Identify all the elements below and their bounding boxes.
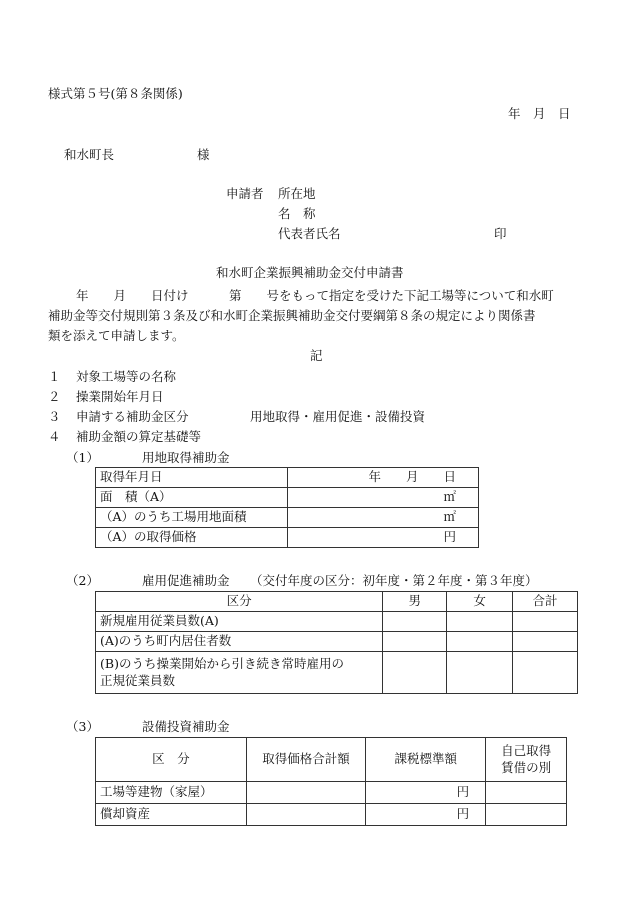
sec2-title: 雇用促進補助金: [142, 573, 230, 588]
header-male: 男: [383, 592, 447, 612]
cell-total: [513, 612, 578, 632]
row-label-line1: (B)のうち操業開始から引き続き常時雇用の: [100, 655, 344, 671]
cell-female: [447, 632, 513, 652]
item-1-num: １: [48, 369, 61, 384]
table-header-row: [96, 738, 567, 782]
table-row: [96, 612, 578, 632]
header-own-line1: 自己取得: [501, 742, 552, 758]
body-line1-no: 第 号をもって指定を受けた下記工場等について和水町: [229, 288, 554, 303]
item-4-label: 補助金額の算定基礎等: [76, 429, 202, 444]
row-label: （A）のうち工場用地面積: [96, 508, 288, 528]
row-value: 円: [288, 528, 479, 548]
row-value: ㎡: [288, 488, 479, 508]
row-label: 償却資産: [96, 804, 247, 826]
form-number: 様式第５号(第８条関係): [48, 86, 183, 101]
land-acquisition-table: [95, 467, 479, 548]
item-4-num: ４: [48, 429, 61, 444]
cell-male: [383, 612, 447, 632]
document-title: 和水町企業振興補助金交付申請書: [216, 265, 404, 280]
cell-tax-standard: 円: [366, 782, 486, 804]
cell-total-price: [246, 804, 366, 826]
cell-male: [383, 632, 447, 652]
row-label: 面 積（A）: [96, 488, 288, 508]
cell-female: [447, 652, 513, 694]
body-line3: 類を添えて申請します。: [48, 328, 185, 343]
item-3-label: 申請する補助金区分: [76, 409, 189, 424]
row-label: (A)のうち町内居住者数: [96, 632, 383, 652]
representative-label: 代表者氏名: [278, 226, 341, 241]
table-row: [96, 804, 567, 826]
cell-total-price: [246, 782, 366, 804]
table-row: [96, 782, 567, 804]
row-label: 工場等建物（家屋）: [96, 782, 247, 804]
header-category: 区 分: [96, 738, 247, 782]
equipment-table: [95, 737, 567, 826]
table-row: [96, 528, 479, 548]
seal-mark: 印: [494, 226, 507, 241]
row-value: ㎡: [288, 508, 479, 528]
table-row: [96, 652, 578, 694]
header-category: 区分: [96, 592, 383, 612]
addressee: 和水町長: [64, 147, 115, 162]
row-label: （A）の取得価格: [96, 528, 288, 548]
table-header-row: [96, 592, 578, 612]
cell-total: [513, 632, 578, 652]
addressee-honorific: 様: [197, 147, 210, 162]
cell-tax-standard: 円: [366, 804, 486, 826]
header-total: 合計: [513, 592, 578, 612]
cell-total: [513, 652, 578, 694]
employment-table: [95, 591, 578, 694]
applicant-label: 申請者: [226, 186, 264, 201]
table-row: [96, 632, 578, 652]
sec3-num: （3）: [66, 719, 99, 734]
row-value: 年 月 日: [288, 468, 479, 488]
table-row: [96, 488, 479, 508]
row-label: 新規雇用従業員数(A): [96, 612, 383, 632]
row-label: [96, 652, 383, 694]
header-female: 女: [447, 592, 513, 612]
body-line2: 補助金等交付規則第３条及び和水町企業振興補助金交付要綱第８条の規定により関係書: [48, 308, 536, 323]
item-2-num: ２: [48, 389, 61, 404]
sec2-note: （交付年度の区分：初年度・第２年度・第３年度）: [250, 573, 538, 588]
row-label: 取得年月日: [96, 468, 288, 488]
item-1-label: 対象工場等の名称: [76, 369, 177, 384]
cell-own-or-lease: [486, 782, 567, 804]
header-total-price: 取得価格合計額: [246, 738, 366, 782]
name-label: 名 称: [278, 206, 316, 221]
cell-own-or-lease: [486, 804, 567, 826]
ki-heading: 記: [310, 348, 323, 363]
sec2-num: （2）: [66, 573, 99, 588]
item-2-label: 操業開始年月日: [76, 389, 164, 404]
date-line: 年 月 日: [508, 106, 571, 121]
row-label-line2: 正規従業員数: [100, 672, 176, 688]
header-own-or-lease: [486, 738, 567, 782]
item-3-num: ３: [48, 409, 61, 424]
header-own-line2: 賃借の別: [501, 759, 552, 775]
table-row: [96, 468, 479, 488]
sec1-num: （1）: [66, 450, 99, 465]
item-3-value: 用地取得・雇用促進・設備投資: [250, 409, 426, 424]
cell-male: [383, 652, 447, 694]
table-row: [96, 508, 479, 528]
header-tax-standard: 課税標準額: [366, 738, 486, 782]
sec3-title: 設備投資補助金: [142, 719, 230, 734]
sec1-title: 用地取得補助金: [142, 450, 230, 465]
body-line1-date: 年 月 日付け: [76, 288, 189, 303]
address-label: 所在地: [278, 186, 316, 201]
cell-female: [447, 612, 513, 632]
